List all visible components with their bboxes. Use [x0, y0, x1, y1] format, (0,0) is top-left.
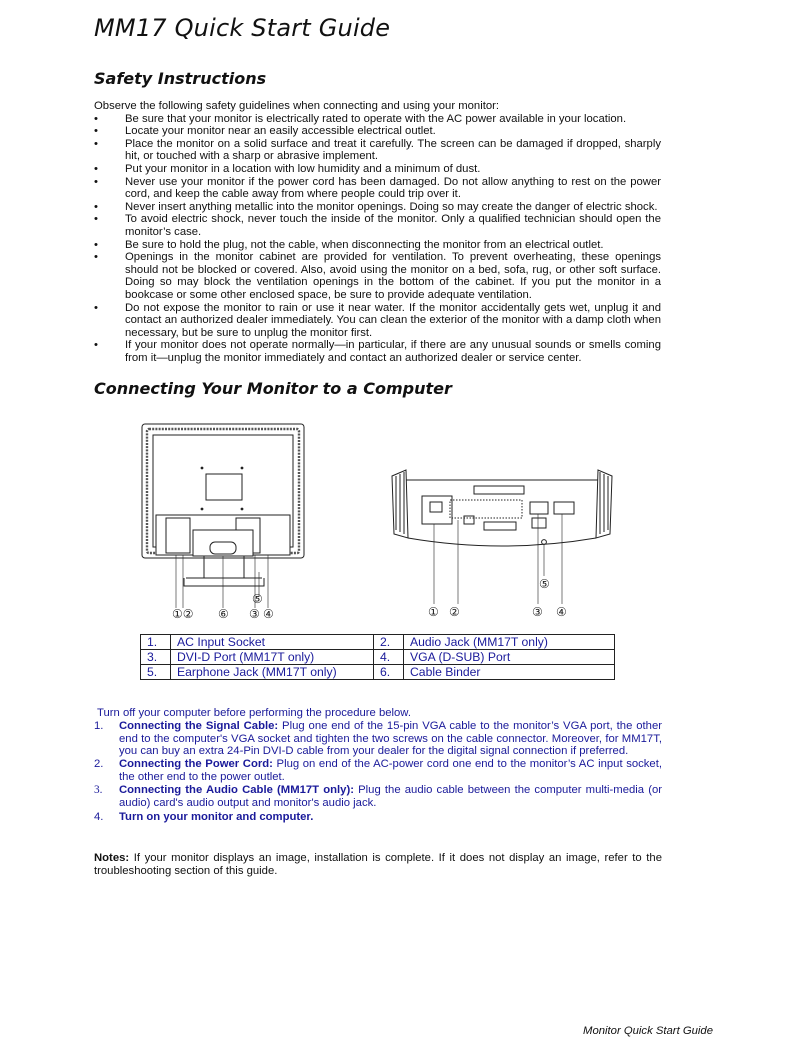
step-title: Connecting the Audio Cable (MM17T only): — [119, 783, 354, 796]
bullet: • — [94, 301, 98, 314]
step-text: Plug one end of the 15-pin VGA cable to the monitor’s VGA port, the other end to the computer's VGA socket and tighten the two screws on the cable connector. Moreover, for MM17T, you can buy an extra 24-Pin DVI-D cable from your dealer for the digital signal connection if preferred. — [119, 719, 662, 758]
notes-label: Notes: — [94, 852, 130, 864]
callout-label: ⑤ — [539, 577, 550, 591]
list-item: • Locate your monitor near an easily accessible electrical outlet. — [94, 125, 436, 138]
list-item: • Be sure to hold the plug, not the cable, when disconnecting the monitor from an electrical outlet. — [94, 238, 604, 251]
table-cell: 6. — [374, 665, 404, 680]
callout-label: ⑤ — [252, 592, 263, 606]
table-cell: Earphone Jack (MM17T only) — [171, 665, 374, 680]
table-row — [141, 650, 615, 665]
bullet: • — [94, 339, 98, 352]
callout-label: ④ — [263, 607, 274, 621]
list-item: • To avoid electric shock, never touch the inside of the monitor. Only a qualified technician should open the monitor’s case. — [94, 213, 661, 238]
bullet: • — [94, 137, 98, 150]
callout-label: ① — [428, 605, 439, 619]
step-text: Plug on end of the AC-power cord one end to the monitor’s AC input socket, the other end to the power outlet. — [119, 758, 662, 783]
notes — [94, 852, 662, 878]
safety-intro: Observe the following safety guidelines when connecting and using your monitor: — [94, 100, 500, 112]
table-cell: VGA (D-SUB) Port — [404, 650, 615, 665]
list-item: • Never insert anything metallic into the monitor openings. Doing so may create the danger of electric shock. — [94, 200, 658, 213]
safety-section — [94, 100, 661, 364]
connector-legend-table — [140, 634, 615, 680]
list-item — [94, 784, 662, 810]
procedure-intro: Turn off your computer before performing the procedure below. — [97, 707, 411, 719]
bullet: • — [94, 112, 98, 125]
procedure-steps — [94, 720, 662, 824]
list-item: • Do not expose the monitor to rain or use it near water. If the monitor accidentally gets wet, unplug it and contact an authorized dealer immediately. You can clean the exterior of the monitor with a damp cloth when necessary, but be sure to unplug the monitor first. — [94, 301, 661, 339]
list-item: • Put your monitor in a location with low humidity and a minimum of dust. — [94, 162, 481, 175]
table-cell: Audio Jack (MM17T only) — [404, 635, 615, 650]
list-item — [94, 758, 662, 784]
step-number: 4. — [94, 811, 104, 824]
bullet: • — [94, 213, 98, 226]
table-row — [141, 665, 615, 680]
bullet: • — [94, 238, 98, 251]
table-cell: 1. — [141, 635, 171, 650]
safety-list — [94, 113, 661, 365]
bullet: • — [94, 251, 98, 264]
list-item: • Openings in the monitor cabinet are provided for ventilation. To prevent overheating, these openings should not be blocked or covered. Also, avoid using the monitor on a bed, sofa, rug, or other soft surface. Doing so may block the ventilation openings in the bottom of the cabinet. If you put the monitor in a bookcase or some other enclosed space, be sure to provide adequate ventilation. — [94, 251, 661, 301]
bullet: • — [94, 200, 98, 213]
step-title: Turn on your monitor and computer. — [119, 811, 314, 824]
bullet: • — [94, 162, 98, 175]
table-cell: 5. — [141, 665, 171, 680]
notes-text: If your monitor displays an image, installation is complete. If it does not display an image, refer to the troubleshooting section of this guide. — [94, 852, 662, 877]
table-cell: Cable Binder — [404, 665, 615, 680]
table-cell: 3. — [141, 650, 171, 665]
page-footer: Monitor Quick Start Guide — [583, 1025, 713, 1037]
step-title: Connecting the Power Cord: — [119, 758, 273, 771]
callout-label: ①② — [172, 607, 194, 621]
safety-heading: Safety Instructions — [94, 69, 267, 88]
list-item: • Never use your monitor if the power cord has been damaged. Do not allow anything to rest on the power cord, and keep the cable away from where people could trip over it. — [94, 175, 661, 201]
list-item — [94, 811, 662, 824]
list-item: • Be sure that your monitor is electrically rated to operate with the AC power available in your location. — [94, 112, 627, 125]
list-item: • If your monitor does not operate normally—in particular, if there are any unusual sounds or smells coming from it—unplug the monitor immediately and contact an authorized dealer or service center. — [94, 339, 661, 364]
bullet: • — [94, 175, 98, 188]
connect-heading: Connecting Your Monitor to a Computer — [94, 379, 452, 398]
step-number: 2. — [94, 758, 104, 771]
page-title: MM17 Quick Start Guide — [94, 14, 391, 42]
list-item: • Place the monitor on a solid surface and treat it carefully. The screen can be damaged if dropped, sharply hit, or touched with a sharp or abrasive implement. — [94, 137, 661, 163]
callout-label: ③ — [249, 607, 260, 621]
step-text: Plug the audio cable between the computer multi-media (or audio) card's audio output and monitor's audio jack. — [119, 783, 663, 809]
callout-label: ④ — [556, 605, 567, 619]
list-item — [94, 720, 662, 758]
callout-label: ② — [449, 605, 460, 619]
table-cell: DVI-D Port (MM17T only) — [171, 650, 374, 665]
connection-procedure — [94, 707, 662, 824]
step-number: 3. — [94, 783, 103, 796]
table-cell: AC Input Socket — [171, 635, 374, 650]
monitor-rear-diagram — [138, 422, 310, 622]
connector-panel-diagram — [386, 468, 618, 624]
callout-label: ③ — [532, 605, 543, 619]
table-cell: 4. — [374, 650, 404, 665]
table-cell: 2. — [374, 635, 404, 650]
step-title: Connecting the Signal Cable: — [119, 719, 279, 732]
step-number: 1. — [94, 719, 104, 732]
bullet: • — [94, 125, 98, 138]
callout-label: ⑥ — [218, 607, 229, 621]
table-row — [141, 635, 615, 650]
